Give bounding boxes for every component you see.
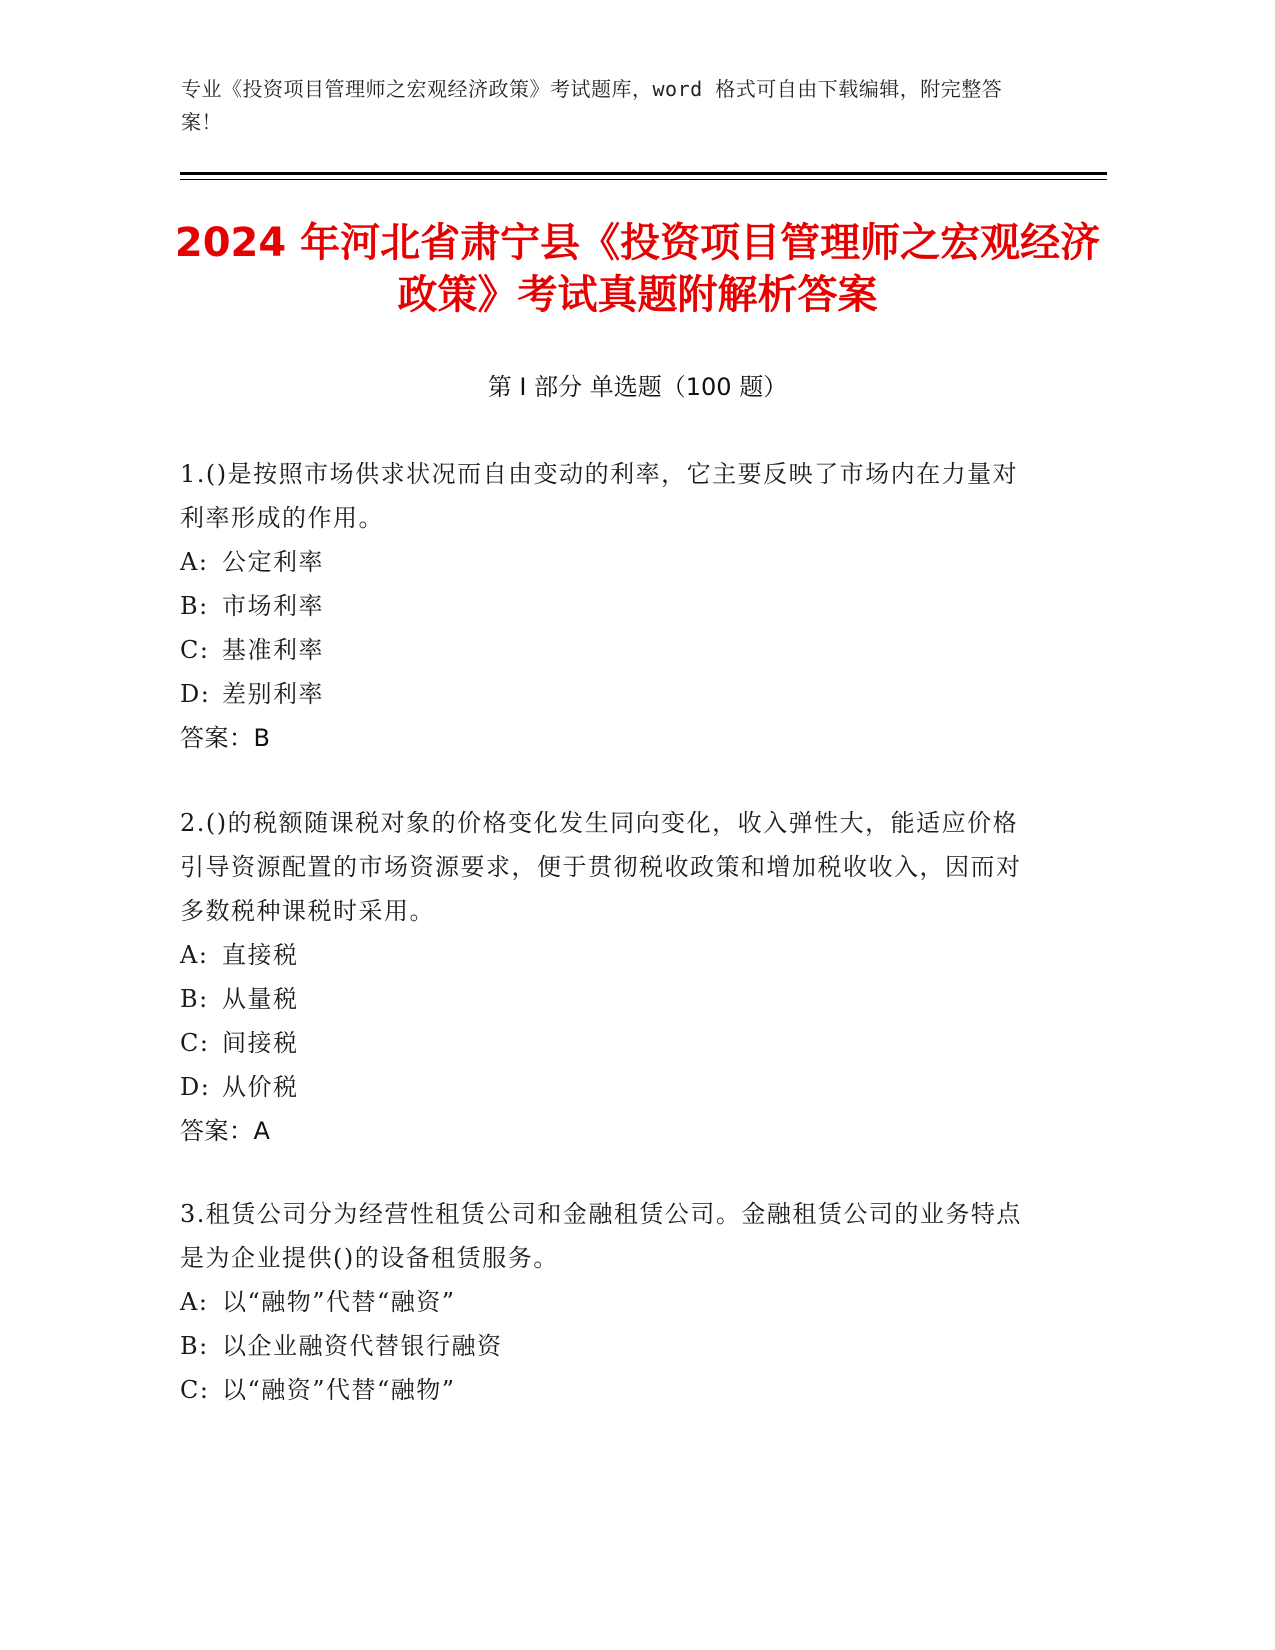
question-stem: 2.()的税额随课税对象的价格变化发生同向变化，收入弹性大，能适应价格引导资源配置的市场资源要求，便于贯彻税收政策和增加税收收入，因而对多数税种课税时采用。 [180, 809, 1022, 925]
option-text: 以企业融资代替银行融资 [222, 1332, 503, 1360]
option-letter: A: [180, 1288, 209, 1316]
option-text: 基准利率 [222, 636, 324, 664]
option-letter: B: [180, 985, 209, 1013]
header-note: 专业《投资项目管理师之宏观经济政策》考试题库，word 格式可自由下载编辑，附完整答案！ [181, 77, 1003, 134]
option-letter: A: [180, 941, 209, 969]
option-letter: B: [180, 1332, 209, 1360]
question-3 [180, 1192, 1040, 1412]
option-letter: C: [180, 1029, 210, 1057]
option-text: 间接税 [222, 1029, 299, 1057]
question-2 [180, 801, 1040, 1153]
option-b [180, 977, 1040, 1021]
option-a [180, 1280, 1040, 1324]
option-letter: D: [180, 1073, 211, 1101]
option-text: 公定利率 [222, 548, 324, 576]
option-text: 从量税 [222, 985, 299, 1013]
option-text: 从价税 [222, 1073, 299, 1101]
option-letter: D: [180, 680, 211, 708]
option-d [180, 1065, 1040, 1109]
answer-line: 答案：B [180, 724, 271, 752]
question-stem: 3.租赁公司分为经营性租赁公司和金融租赁公司。金融租赁公司的业务特点是为企业提供()的设备租赁服务。 [180, 1200, 1022, 1272]
option-text: 以“融资”代替“融物” [222, 1376, 456, 1404]
option-a [180, 933, 1040, 977]
option-b [180, 1324, 1040, 1368]
option-letter: B: [180, 592, 209, 620]
question-1 [180, 452, 1040, 760]
option-c [180, 1021, 1040, 1065]
question-stem: 1.()是按照市场供求状况而自由变动的利率，它主要反映了市场内在力量对利率形成的作用。 [180, 460, 1019, 532]
header-rule-thin [180, 179, 1107, 180]
answer-line: 答案：A [180, 1117, 271, 1145]
option-text: 差别利率 [222, 680, 324, 708]
option-letter: C: [180, 636, 210, 664]
header-rule-thick [180, 172, 1107, 175]
option-a [180, 540, 1040, 584]
section-title: 第 I 部分 单选题（100 题） [487, 373, 788, 401]
option-text: 市场利率 [222, 592, 324, 620]
option-letter: A: [180, 548, 209, 576]
option-text: 以“融物”代替“融资” [222, 1288, 456, 1316]
option-text: 直接税 [222, 941, 299, 969]
option-d [180, 672, 1040, 716]
option-c [180, 628, 1040, 672]
document-title: 2024 年河北省肃宁县《投资项目管理师之宏观经济政策》考试真题附解析答案 [174, 220, 1101, 318]
option-c [180, 1368, 1040, 1412]
option-letter: C: [180, 1376, 210, 1404]
option-b [180, 584, 1040, 628]
